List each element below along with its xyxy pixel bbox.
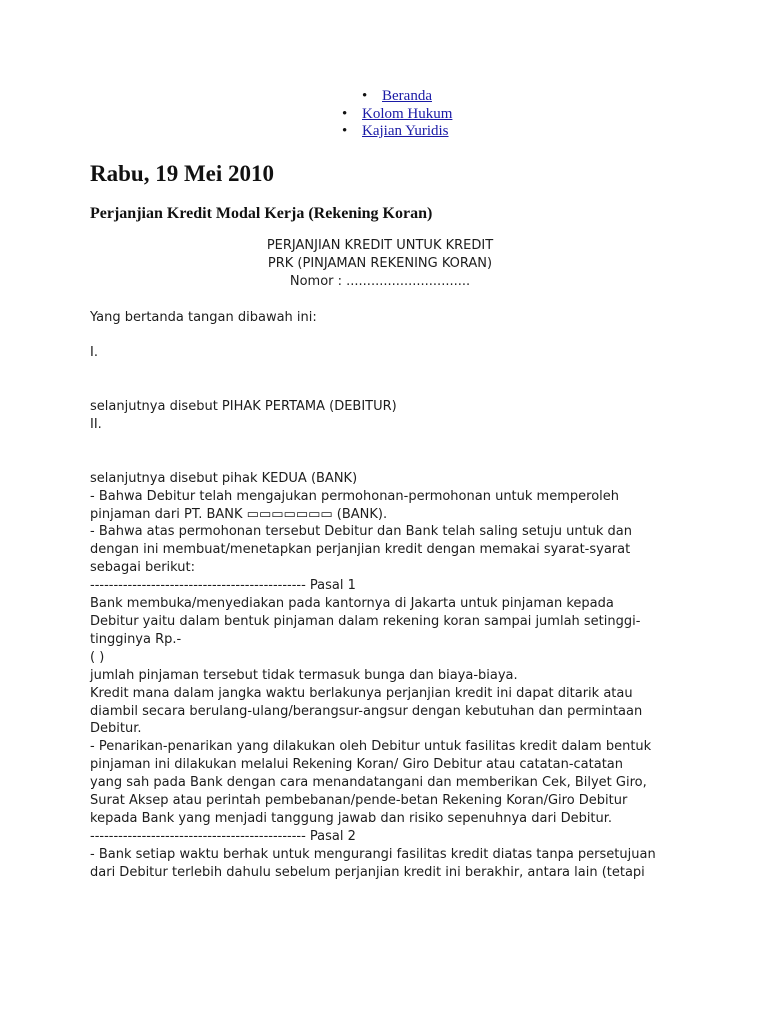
recital-line: dengan ini membuat/menetapkan perjanjian kredit dengan memakai syarat-syarat: [90, 542, 631, 558]
recital-line: sebagai berikut:: [90, 560, 196, 576]
pasal-1-header: ---------------------------------------------- Pasal 1: [90, 578, 356, 594]
recital-line: - Bahwa atas permohonan tersebut Debitur dan Bank telah saling setuju untuk dan: [90, 524, 633, 540]
pasal-1-line: yang sah pada Bank dengan cara menandatangani dan memberikan Cek, Bilyet Giro,: [90, 775, 647, 791]
pasal-1-line: diambil secara berulang-ulang/berangsur-angsur dengan kebutuhan dan permintaan: [90, 703, 643, 719]
spacer: [90, 291, 690, 309]
document-heading-line-1: PERJANJIAN KREDIT UNTUK KREDIT: [266, 238, 494, 253]
party-two-title: selanjutnya disebut pihak KEDUA (BANK): [90, 470, 358, 486]
pasal-1-line: ( ): [90, 649, 105, 665]
nav-link-kajian-yuridis[interactable]: Kajian Yuridis: [362, 123, 449, 139]
spacer: [90, 362, 690, 398]
pasal-1-line: tingginya Rp.-: [90, 631, 182, 647]
recital-line: pinjaman dari PT. BANK ▭▭▭▭▭▭▭ (BANK).: [90, 506, 388, 522]
pasal-1-line: kepada Bank yang menjadi tanggung jawab dan risiko sepenuhnya dari Debitur.: [90, 810, 613, 826]
post-date: Rabu, 19 Mei 2010: [90, 161, 274, 186]
pasal-2-header: ---------------------------------------------- Pasal 2: [90, 828, 356, 844]
pasal-1-line: Debitur.: [90, 721, 142, 737]
document-number: [90, 273, 670, 291]
party-one-marker: I.: [90, 345, 98, 361]
document-body: [90, 237, 690, 882]
nav-item-kajian-yuridis: [362, 123, 462, 141]
recital-line: - Bahwa Debitur telah mengajukan permohonan-permohonan untuk memperoleh: [90, 488, 619, 504]
pasal-1-line: Surat Aksep atau perintah pembebanan/pende-betan Rekening Koran/Giro Debitur: [90, 793, 628, 809]
nav-link-kolom-hukum[interactable]: Kolom Hukum: [362, 105, 453, 122]
pasal-1-line: Kredit mana dalam jangka waktu berlakunya perjanjian kredit ini dapat ditarik atau: [90, 685, 633, 701]
document-heading-line-2: PRK (PINJAMAN REKENING KORAN): [267, 255, 493, 271]
spacer: [90, 327, 690, 345]
pasal-1-line: jumlah pinjaman tersebut tidak termasuk bunga dan biaya-biaya.: [90, 667, 518, 683]
document-number-label: Nomor: [289, 273, 334, 289]
post-title: Perjanjian Kredit Modal Kerja (Rekening Koran): [90, 205, 433, 222]
pasal-1-line: - Penarikan-penarikan yang dilakukan oleh Debitur untuk fasilitas kredit dalam bentuk: [90, 739, 652, 755]
party-one-title: selanjutnya disebut PIHAK PERTAMA (DEBITUR): [90, 399, 397, 415]
pasal-1-line: pinjaman ini dilakukan melalui Rekening Koran/ Giro Debitur atau catatan-catatan: [90, 757, 624, 773]
document-number-value: : ..............................: [333, 273, 471, 289]
pasal-2-line: dari Debitur terlebih dahulu sebelum perjanjian kredit ini berakhir, antara lain (tetapi: [90, 864, 645, 880]
nav-item-kolom-hukum: [362, 106, 462, 124]
pasal-1-line: Debitur yaitu dalam bentuk pinjaman dalam rekening koran sampai jumlah setinggi-: [90, 613, 641, 629]
nav-link-beranda[interactable]: Beranda: [382, 88, 432, 104]
pasal-1-line: Bank membuka/menyediakan pada kantornya di Jakarta untuk pinjaman kepada: [90, 596, 614, 612]
top-navigation: [0, 88, 768, 141]
spacer: [90, 434, 690, 470]
intro-text: Yang bertanda tangan dibawah ini:: [90, 309, 317, 325]
pasal-2-line: - Bank setiap waktu berhak untuk mengurangi fasilitas kredit diatas tanpa persetujuan: [90, 846, 656, 862]
nav-item-beranda: [382, 88, 482, 106]
party-two-marker: II.: [90, 417, 102, 433]
